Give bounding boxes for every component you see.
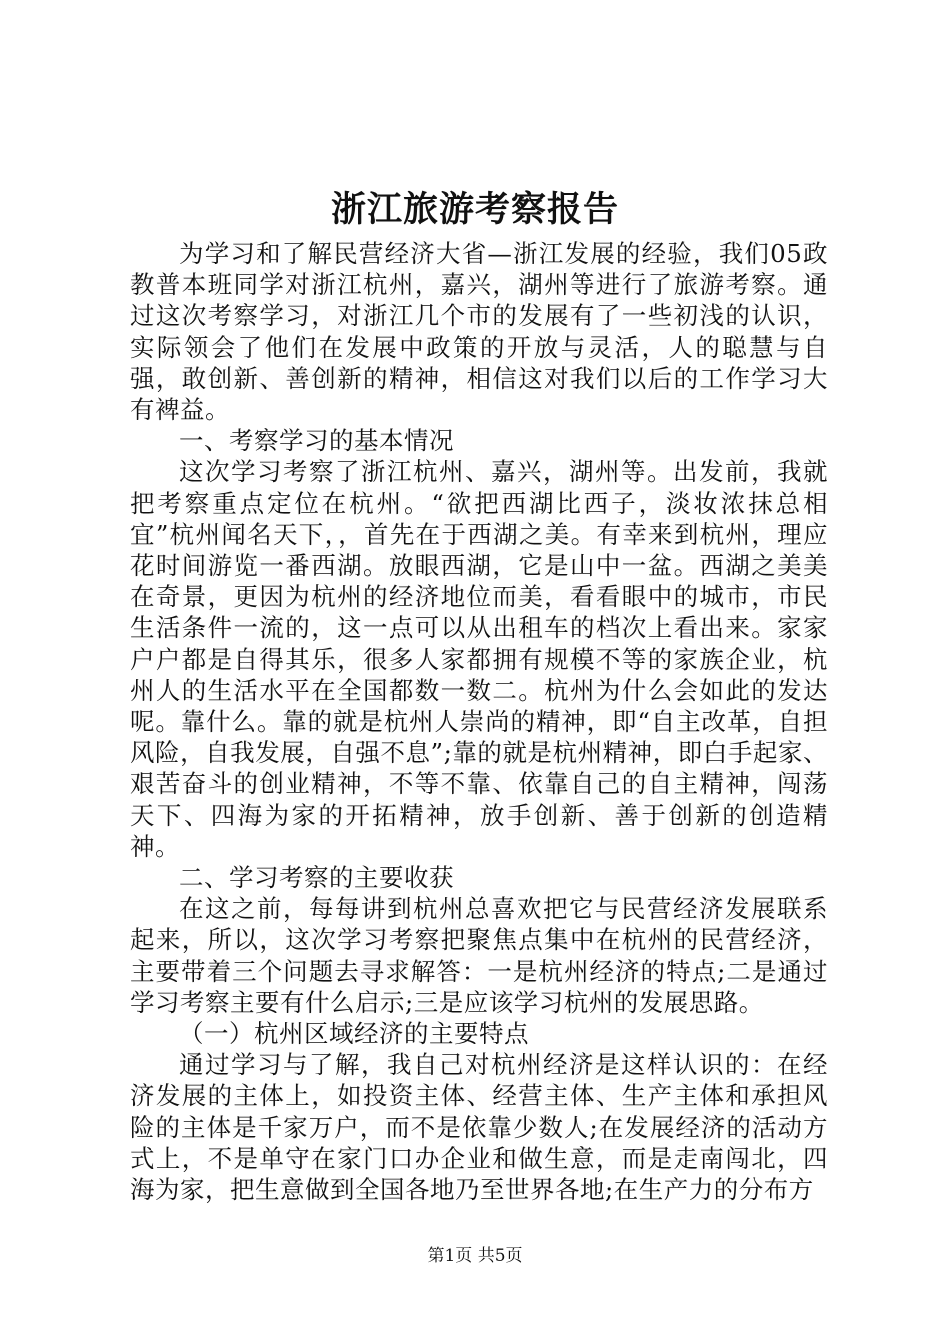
page-footer: 第1页 共5页 [427, 1246, 523, 1266]
paragraph-subsection-1: 通过学习与了解，我自己对杭州经济是这样认识的：在经济发展的主体上，如投资主体、经营主体、生产主体和承担风险的主体是千家万户，而不是依靠少数人;在发展经济的活动方式上，不是单守在家门口办企业和做生意，而是走南闯北，四海为家，把生意做到全国各地乃至世界各地;在生产力的分布方 [130, 1050, 828, 1205]
paragraph-section-1: 这次学习考察了浙江杭州、嘉兴，湖州等。出发前，我就把考察重点定位在杭州。“欲把西湖比西子，淡妆浓抹总相宜”杭州闻名天下，，首先在于西湖之美。有幸来到杭州，理应花时间游览一番西湖。放眼西湖，它是山中一盆。西湖之美美在奇景，更因为杭州的经济地位而美，看看眼中的城市，市民生活条件一流的，这一点可以从出租车的档次上看出来。家家户户都是自得其乐，很多人家都拥有规模不等的家族企业，杭州人的生活水平在全国都数一数二。杭州为什么会如此的发达呢。靠什么。靠的就是杭州人崇尚的精神，即“自主改革，自担风险，自我发展，自强不息”;靠的就是杭州精神，即白手起家、艰苦奋斗的创业精神，不等不靠、依靠自己的自主精神，闯荡天下、四海为家的开拓精神，放手创新、善于创新的创造精神。 [130, 457, 828, 861]
document-title: 浙江旅游考察报告 [330, 189, 619, 230]
section-heading-1: 一、考察学习的基本情况 [179, 426, 454, 456]
paragraph-intro: 为学习和了解民营经济大省—浙江发展的经验，我们05政教普本班同学对浙江杭州，嘉兴，湖州等进行了旅游考察。通过这次考察学习，对浙江几个市的发展有了一些初浅的认识，实际领会了他们在发展中政策的开放与灵活，人的聪慧与自强，敢创新、善创新的精神，相信这对我们以后的工作学习大有裨益。 [130, 239, 828, 425]
document-body [130, 238, 828, 1205]
paragraph-section-2: 在这之前，每每讲到杭州总喜欢把它与民营经济发展联系起来，所以，这次学习考察把聚焦点集中在杭州的民营经济，主要带着三个问题去寻求解答：一是杭州经济的特点;二是通过学习考察主要有什么启示;三是应该学习杭州的发展思路。 [130, 894, 828, 1017]
subsection-heading-1: （一）杭州区域经济的主要特点 [179, 1019, 529, 1049]
section-heading-2: 二、学习考察的主要收获 [179, 863, 454, 893]
